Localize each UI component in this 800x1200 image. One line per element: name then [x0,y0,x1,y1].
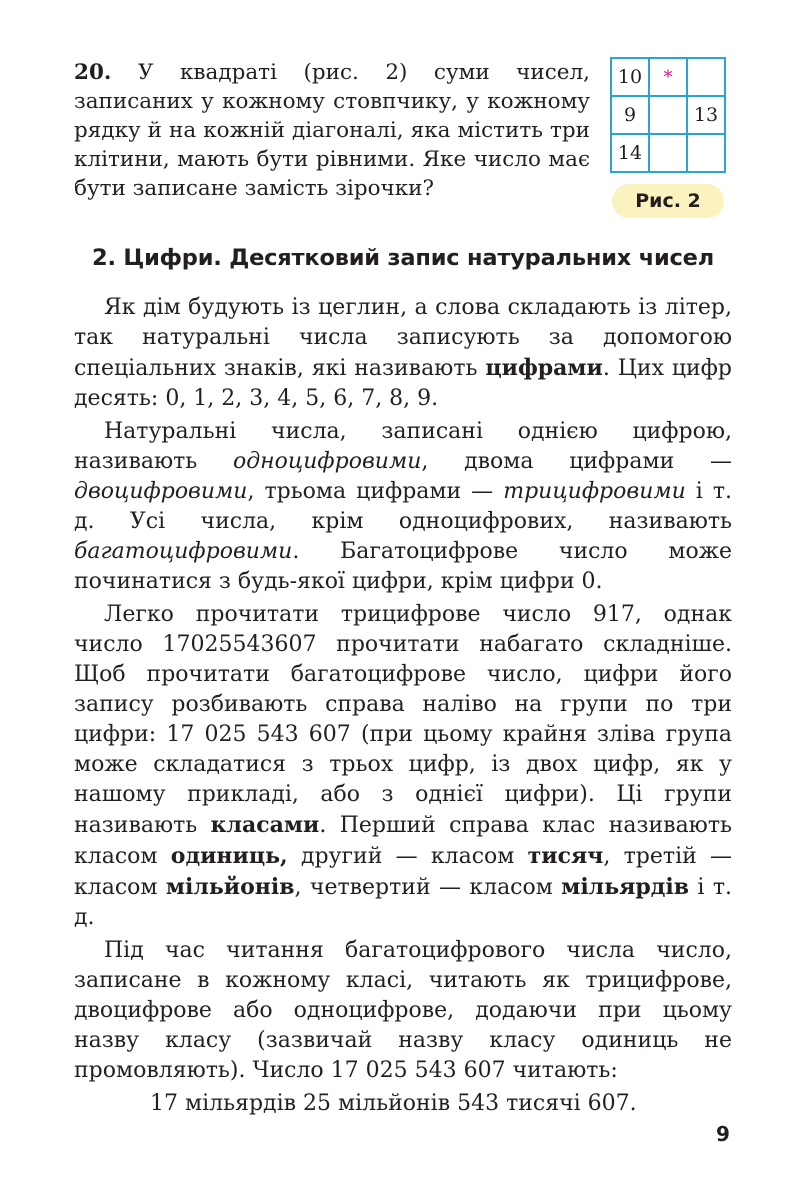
paragraph-digit-counts [74,417,732,597]
text-run: другий — класом [287,844,528,869]
term-bold: класами [210,812,320,838]
term-italic: багатоцифровими [74,539,293,564]
text-run: Під час читання багатоцифрового числа число, записане в кожному класі, читають як трицифрове, двоцифрове або одноцифрове, додаючи при цьому назву класу (зазвичай назву класу одиниць не промовляють). Число 17 025 543 607 читають: [74,938,732,1083]
paragraph-reading [74,936,732,1086]
grid-cell: 13 [687,96,725,134]
term-bold: мільярдів [561,874,690,900]
page-number: 9 [716,1122,730,1146]
exercise-number: 20. [74,60,112,85]
term-italic: двоцифровими [74,479,248,504]
text-run: , третій — класом [74,844,733,900]
paragraph-digits [74,293,732,414]
section-body [74,293,732,1122]
exercise-20 [74,58,590,203]
text-run: Легко прочитати трицифрове число 917, однак число 17025543607 прочитати набагато складніше. Щоб прочитати багатоцифрове число, цифри його запису розбивають справа наліво на групи по три цифри: 17 025 543 607 (при цьому крайня зліва група може складатися з трьох цифр, із двох цифр, як у нашому прикладі, або з однієї цифри). Ці групи називають [74,602,732,838]
text-run: Натуральні числа, записані однією цифрою, називають [74,419,732,474]
grid-cell [649,134,687,172]
text-run: . Багатоцифрове число може починатися з будь-якої цифри, крім цифри 0. [74,539,732,594]
paragraph-classes [74,600,732,933]
term-italic: трицифровими [503,479,686,504]
magic-square-figure [610,57,726,173]
term-bold: мільйонів [165,874,295,900]
text-run: . Цих цифр десять: 0, 1, 2, 3, 4, 5, 6, 7, 8, 9. [74,356,732,411]
grid-cell [649,96,687,134]
section-title: 2. Цифри. Десятковий запис натуральних чисел [92,245,715,271]
grid-cell-star: * [649,58,687,96]
term-bold: одиниць, [170,843,288,869]
grid-cell: 9 [611,96,649,134]
grid-cell: 14 [611,134,649,172]
text-run: , двома цифрами — [421,449,732,474]
figure-caption: Рис. 2 [612,184,724,218]
text-run: . Перший справа клас називають класом [74,813,732,869]
grid-cell [687,58,725,96]
term-bold: цифрами [485,355,603,381]
text-run: і т. д. Усі числа, крім одноцифрових, називають [74,479,732,534]
grid-cell [687,134,725,172]
term-italic: одноцифровими [232,449,422,474]
text-run: , четвертий — класом [294,875,562,900]
reading-example: 17 мільярдів 25 мільйонів 543 тисячі 607. [150,1091,637,1116]
text-run: і т. д. [74,875,732,930]
text-run: , трьома цифрами — [247,479,504,504]
exercise-text: У квадраті (рис. 2) суми чисел, записаних у кожному стовпчику, у кожному рядку й на кожній діагоналі, яка містить три клітини, мають бути рівними. Яке число має бути записане замість зірочки? [74,60,590,201]
grid-cell: 10 [611,58,649,96]
text-run: Як дім будують із цеглин, а слова складають із літер, так натуральні числа записують за допомогою спеціальних знаків, які називають [74,295,732,381]
term-bold: тисяч [527,843,604,869]
